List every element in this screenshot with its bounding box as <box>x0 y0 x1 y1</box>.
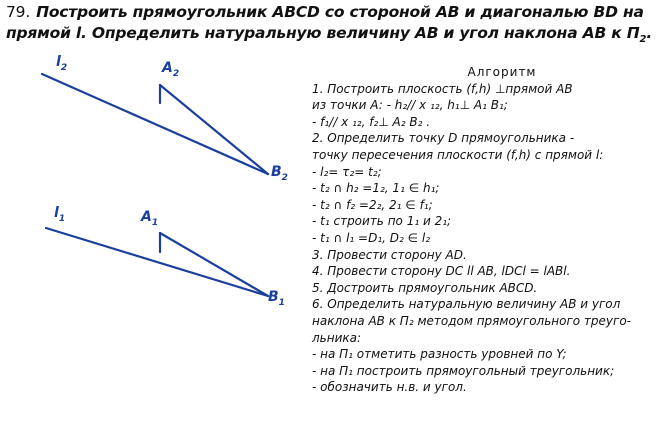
algorithm-line: - t₁ строить по 1₁ и 2₁; <box>312 214 452 229</box>
algorithm-line: льника: <box>312 330 362 345</box>
algorithm-line: 3. Провести сторону AD. <box>312 247 467 262</box>
algorithm-line: - t₁ ∩ l₁ =D₁, D₂ ∈ l₂ <box>312 230 431 245</box>
algorithm-line: - f₁// x ₁₂, f₂⊥ A₂ B₂ . <box>312 114 431 129</box>
algorithm-line: 4. Провести сторону DC ll AB, lDCl = lABl. <box>312 264 571 279</box>
task-number: 79. <box>6 3 31 21</box>
algorithm-line: - t₂ ∩ f₂ =2₂, 2₁ ∈ f₁; <box>312 197 433 212</box>
task-title-text-2: прямой l. Определить натуральную величину AB и угол наклона AB к Π <box>6 24 640 42</box>
label-B2: $B_2$ <box>271 164 288 183</box>
segment-A1B1 <box>160 233 268 296</box>
algorithm-line: 5. Достроить прямоугольник ABCD. <box>312 280 538 295</box>
task-title-end: . <box>646 24 653 42</box>
algorithm-line: 2. Определить точку D прямоугольника - <box>312 131 575 146</box>
algorithm-heading: Алгоритм <box>467 65 537 79</box>
label-l1: $l_1$ <box>54 205 66 224</box>
label-B1: $B_1$ <box>268 289 285 308</box>
algorithm-line: - на Π₁ построить прямоугольный треугольник; <box>312 363 615 378</box>
task-title-text-1: Построить прямоугольник ABCD со стороной AB и диагональю BD на <box>36 3 644 21</box>
algorithm-line: - l₂= τ₂= t₂; <box>312 164 382 179</box>
line-l2 <box>42 74 268 174</box>
algorithm-line: 1. Построить плоскость (f,h) ⊥прямой AB <box>312 81 573 96</box>
algorithm-line: из точки A: - h₂// x ₁₂, h₁⊥ A₁ B₁; <box>312 98 508 113</box>
label-l2: $l_2$ <box>56 54 68 73</box>
segment-A2B2 <box>160 85 268 174</box>
algorithm-line: - обозначить н.в. и угол. <box>312 380 467 395</box>
algorithm-block <box>312 64 662 396</box>
task-title-sub: 2 <box>639 34 647 46</box>
algorithm-line: - t₂ ∩ h₂ =1₂, 1₁ ∈ h₁; <box>312 181 440 196</box>
algorithm-line: - на Π₁ отметить разность уровней по Y; <box>312 347 567 362</box>
label-A1: $A_1$ <box>141 209 159 228</box>
algorithm-line: 6. Определить натуральную величину AB и угол <box>312 297 621 312</box>
algorithm-line: точку пересечения плоскости (f,h) с прямой l: <box>312 147 604 162</box>
line-l1 <box>46 228 268 296</box>
algorithm-line: наклона AB к Π₂ методом прямоугольного треуго- <box>312 313 631 328</box>
label-A2: $A_2$ <box>162 60 180 79</box>
